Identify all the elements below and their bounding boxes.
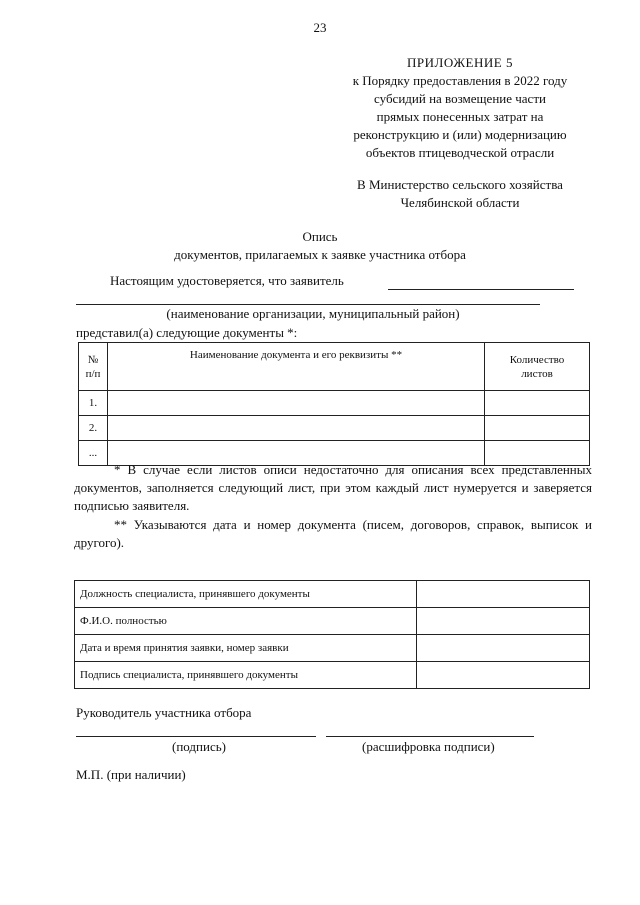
applicant-name-line-2[interactable] [76, 304, 540, 305]
certify-text: Настоящим удостоверяется, что заявитель [110, 273, 344, 288]
addressee-block [320, 176, 600, 212]
signature-caption: (подпись) [172, 739, 226, 754]
head-label: Руководитель участника отбора [76, 705, 252, 720]
col-count-header [485, 343, 590, 391]
appendix-line: субсидий на возмещение части [374, 91, 546, 106]
footnote-2: ** Указываются дата и номер документа (писем, договоров, справок, выписок и другого). [74, 517, 592, 550]
presented-text: представил(а) следующие документы *: [76, 325, 298, 340]
col-name-header: Наименование документа и его реквизиты ** [108, 343, 485, 391]
staff-fullname-label: Ф.И.О. полностью [75, 608, 417, 635]
title-line: документов, прилагаемых к заявке участника отбора [174, 247, 466, 262]
org-note: (наименование организации, муниципальный район) [166, 306, 460, 321]
decryption-line[interactable] [326, 736, 534, 737]
appendix-line: объектов птицеводческой отрасли [365, 145, 555, 160]
col-number-line: п/п [85, 367, 101, 380]
applicant-name-line[interactable] [388, 289, 574, 290]
acceptance-datetime-value[interactable] [417, 635, 590, 662]
stamp-label: М.П. (при наличии) [76, 767, 186, 782]
table-header-row [79, 343, 590, 391]
table-row [75, 662, 590, 689]
signature-line[interactable] [76, 736, 316, 737]
staff-position-label: Должность специалиста, принявшего документы [75, 581, 417, 608]
addressee-line: В Министерство сельского хозяйства [357, 177, 563, 192]
footnote-1: * В случае если листов описи недостаточно для описания всех представленных документов, заполняется следующий лист, при этом каждый лист нумеруется и заверяется подписью заявителя. [74, 462, 592, 513]
acceptance-table [74, 580, 590, 689]
document-title [0, 228, 640, 264]
row-number: 2. [79, 416, 108, 441]
row-number: ... [79, 441, 108, 466]
col-number-line: № [87, 353, 99, 366]
sheet-count-cell[interactable] [485, 416, 590, 441]
table-row [79, 391, 590, 416]
document-name-cell[interactable] [108, 416, 485, 441]
appendix-title: ПРИЛОЖЕНИЕ 5 [407, 55, 513, 70]
document-name-cell[interactable] [108, 391, 485, 416]
documents-table [78, 342, 590, 466]
sheet-count-cell[interactable] [485, 391, 590, 416]
staff-position-value[interactable] [417, 581, 590, 608]
appendix-line: к Порядку предоставления в 2022 году [352, 73, 568, 88]
acceptance-datetime-label: Дата и время принятия заявки, номер заявки [75, 635, 417, 662]
appendix-block [320, 54, 600, 162]
table-row [79, 416, 590, 441]
appendix-line: реконструкцию и (или) модернизацию [353, 127, 567, 142]
table-row [75, 581, 590, 608]
staff-fullname-value[interactable] [417, 608, 590, 635]
table-row [75, 608, 590, 635]
col-count-line: Количество [509, 353, 565, 366]
row-number: 1. [79, 391, 108, 416]
page-number: 23 [313, 20, 327, 35]
table-row [75, 635, 590, 662]
staff-signature-label: Подпись специалиста, принявшего документы [75, 662, 417, 689]
col-number-header [79, 343, 108, 391]
addressee-line: Челябинской области [400, 195, 520, 210]
decryption-caption: (расшифровка подписи) [362, 739, 495, 754]
staff-signature-value[interactable] [417, 662, 590, 689]
title-line: Опись [302, 229, 338, 244]
col-count-line: листов [521, 367, 553, 380]
appendix-line: прямых понесенных затрат на [376, 109, 544, 124]
